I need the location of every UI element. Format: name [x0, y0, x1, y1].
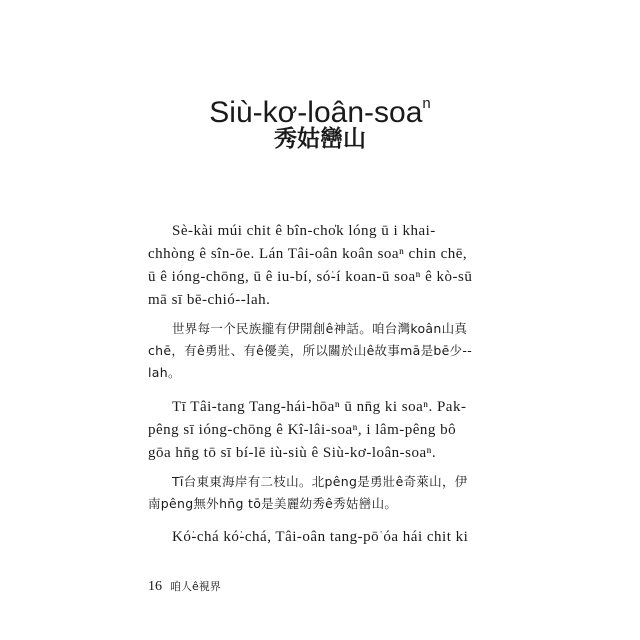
text-line: 南pêng無外hn̄g tō是美麗幼秀ê秀姑巒山。 — [148, 496, 398, 511]
paragraph-5 — [148, 526, 478, 549]
text-line: gōa hn̄g tō sī bí-lē iù-siù ê Siù-kơ-loân-soaⁿ. — [148, 445, 437, 461]
page-subtitle: 秀姑巒山 — [274, 126, 366, 152]
text-line: lah。 — [148, 365, 181, 380]
paragraph-1 — [148, 220, 478, 312]
page-number: 16 — [148, 579, 162, 594]
paragraph-2 — [148, 318, 478, 384]
text-line: Tī Tâi-tang Tang-hái-hōaⁿ ū nn̄g ki soaⁿ. Pak- — [172, 399, 467, 415]
text-line: pêng sī ióng-chōng ê Kî-lâi-soaⁿ, i lâm-pêng bô — [148, 422, 457, 438]
title-main: Siù-kơ-loân-soa — [209, 96, 423, 129]
paragraph-3 — [148, 396, 478, 465]
text-line: Sè-kài múi chit ê bîn-cho̍k lóng ū i khai- — [172, 223, 436, 239]
title-superscript: n — [422, 95, 431, 112]
text-line: Kó͘-chá kó͘-chá, Tâi-oân tang-pō͘ óa hái chit ki — [172, 529, 469, 545]
text-line: mā sī bē-chió--lah. — [148, 292, 271, 308]
running-title: 咱人ê視界 — [170, 580, 221, 593]
text-line: ū ê ióng-chōng, ū ê iu-bí, só͘-í koan-ū soaⁿ ê kò-sū — [148, 269, 473, 285]
text-line: 世界每一个民族攏有伊開創ê神話。咱台灣koân山真 — [172, 321, 468, 336]
paragraph-4 — [148, 471, 478, 515]
text-line: chhòng ê sîn-ōe. Lán Tâi-oân koân soaⁿ chin chē, — [148, 246, 468, 262]
page-footer — [148, 578, 221, 595]
text-line: Tī台東東海岸有二枝山。北pêng是勇壯ê奇萊山，伊 — [172, 474, 468, 489]
text-line: chē，有ê勇壯、有ê優美，所以關於山ê故事mā是bē少-- — [148, 343, 473, 358]
